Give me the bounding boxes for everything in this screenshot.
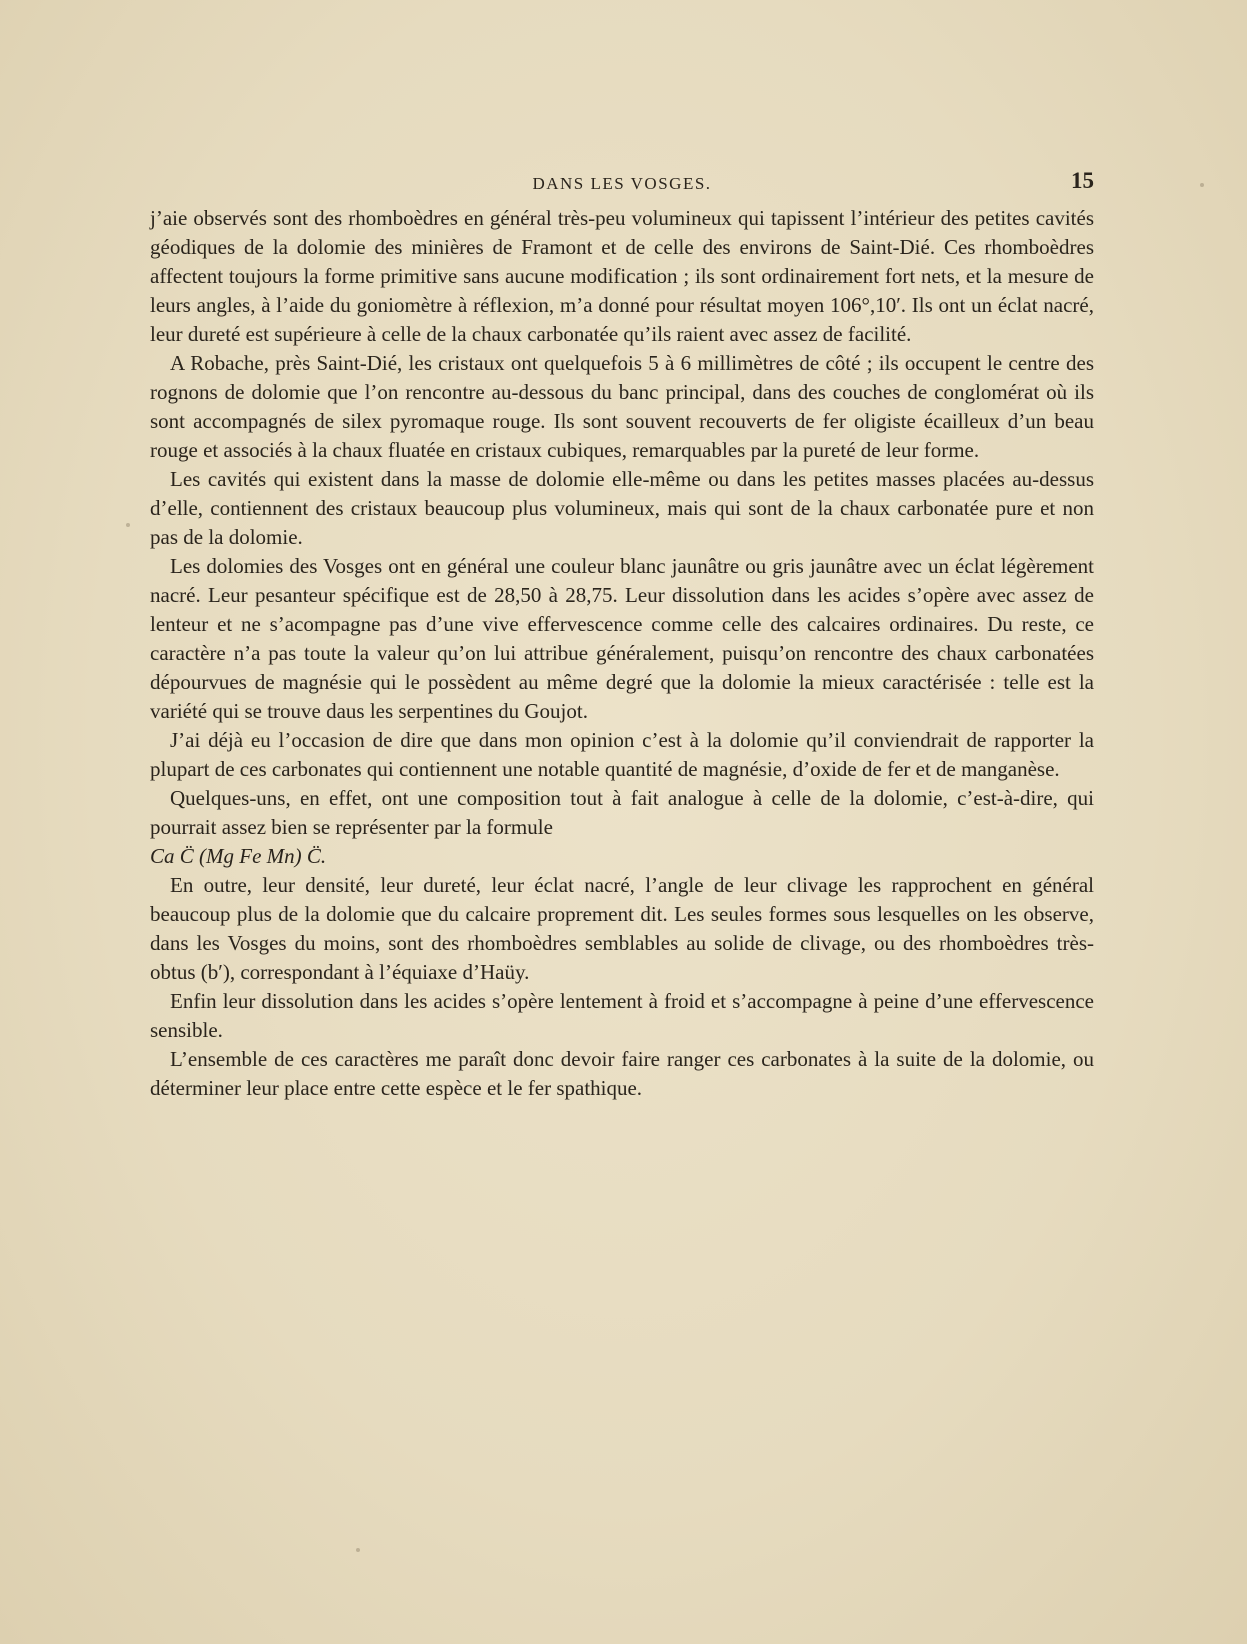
page-header	[150, 168, 1094, 204]
page-number: 15	[1071, 168, 1094, 193]
paragraph-6-text: Quelques-uns, en effet, ont une composition tout à fait analogue à celle de la dolomie, c’est-à-dire, qui pourrait assez bien se représenter par la formule	[150, 786, 1094, 839]
paragraph-5: J’ai déjà eu l’occasion de dire que dans mon opinion c’est à la dolomie qu’il conviendrait de rapporter la plupart de ces carbonates qui contiennent une notable quantité de magnésie, d’oxide de fer et de manganèse.	[150, 728, 1094, 781]
paragraph-9: L’ensemble de ces caractères me paraît donc devoir faire ranger ces carbonates à la suite de la dolomie, ou déterminer leur place entre cette espèce et le fer spathique.	[150, 1047, 1094, 1100]
chemical-formula: Ca C̈ (Mg Fe Mn) C̈.	[150, 844, 327, 868]
paragraph-2: A Robache, près Saint-Dié, les cristaux ont quelquefois 5 à 6 millimètres de côté ; ils occupent le centre des rognons de dolomie que l’on rencontre au-dessous du banc principal, dans des couches de conglomérat où ils sont accompagnés de silex pyromaque rouge. Ils sont souvent recouverts de fer oligiste écailleux d’un beau rouge et associés à la chaux fluatée en cristaux cubiques, remarquables par la pureté de leur forme.	[150, 351, 1094, 462]
paper-speck	[356, 1548, 360, 1552]
paragraph-8: Enfin leur dissolution dans les acides s’opère lentement à froid et s’accompagne à peine d’une effervescence sensible.	[150, 989, 1094, 1042]
paragraph-4: Les dolomies des Vosges ont en général une couleur blanc jaunâtre ou gris jaunâtre avec un éclat légèrement nacré. Leur pesanteur spécifique est de 28,50 à 28,75. Leur dissolution dans les acides s’opère avec assez de lenteur et ne s’acompagne pas d’une vive effervescence comme celle des calcaires ordinaires. Du reste, ce caractère n’a pas toute la valeur qu’on lui attribue généralement, puisqu’on rencontre des chaux carbonatées dépourvues de magnésie qui le possèdent au même degré que la dolomie la mieux caractérisée : telle est la variété qui se trouve daus les serpentines du Goujot.	[150, 554, 1094, 723]
paragraph-7: En outre, leur densité, leur dureté, leur éclat nacré, l’angle de leur clivage les rapprochent en général beaucoup plus de la dolomie que du calcaire proprement dit. Les seules formes sous lesquelles on les observe, dans les Vosges du moins, sont des rhomboèdres semblables au solide de clivage, ou des rhomboèdres très-obtus (b′), correspondant à l’équiaxe d’Haüy.	[150, 873, 1094, 984]
paragraph-6	[150, 784, 1094, 871]
running-head: DANS LES VOSGES.	[532, 174, 712, 193]
paper-speck	[1200, 183, 1204, 187]
paper-speck	[126, 523, 130, 527]
body-text	[150, 204, 1094, 1103]
paragraph-3: Les cavités qui existent dans la masse de dolomie elle-même ou dans les petites masses placées au-dessus d’elle, contiennent des cristaux beaucoup plus volumineux, mais qui sont de la chaux carbonatée pure et non pas de la dolomie.	[150, 467, 1094, 549]
paragraph-1: j’aie observés sont des rhomboèdres en général très-peu volumineux qui tapissent l’intérieur des petites cavités géodiques de la dolomie des minières de Framont et de celle des environs de Saint-Dié. Ces rhomboèdres affectent toujours la forme primitive sans aucune modification ; ils sont ordinairement fort nets, et la mesure de leurs angles, à l’aide du goniomètre à réflexion, m’a donné pour résultat moyen 106°,10′. Ils ont un éclat nacré, leur dureté est supérieure à celle de la chaux carbonatée qu’ils raient avec assez de facilité.	[150, 206, 1094, 346]
